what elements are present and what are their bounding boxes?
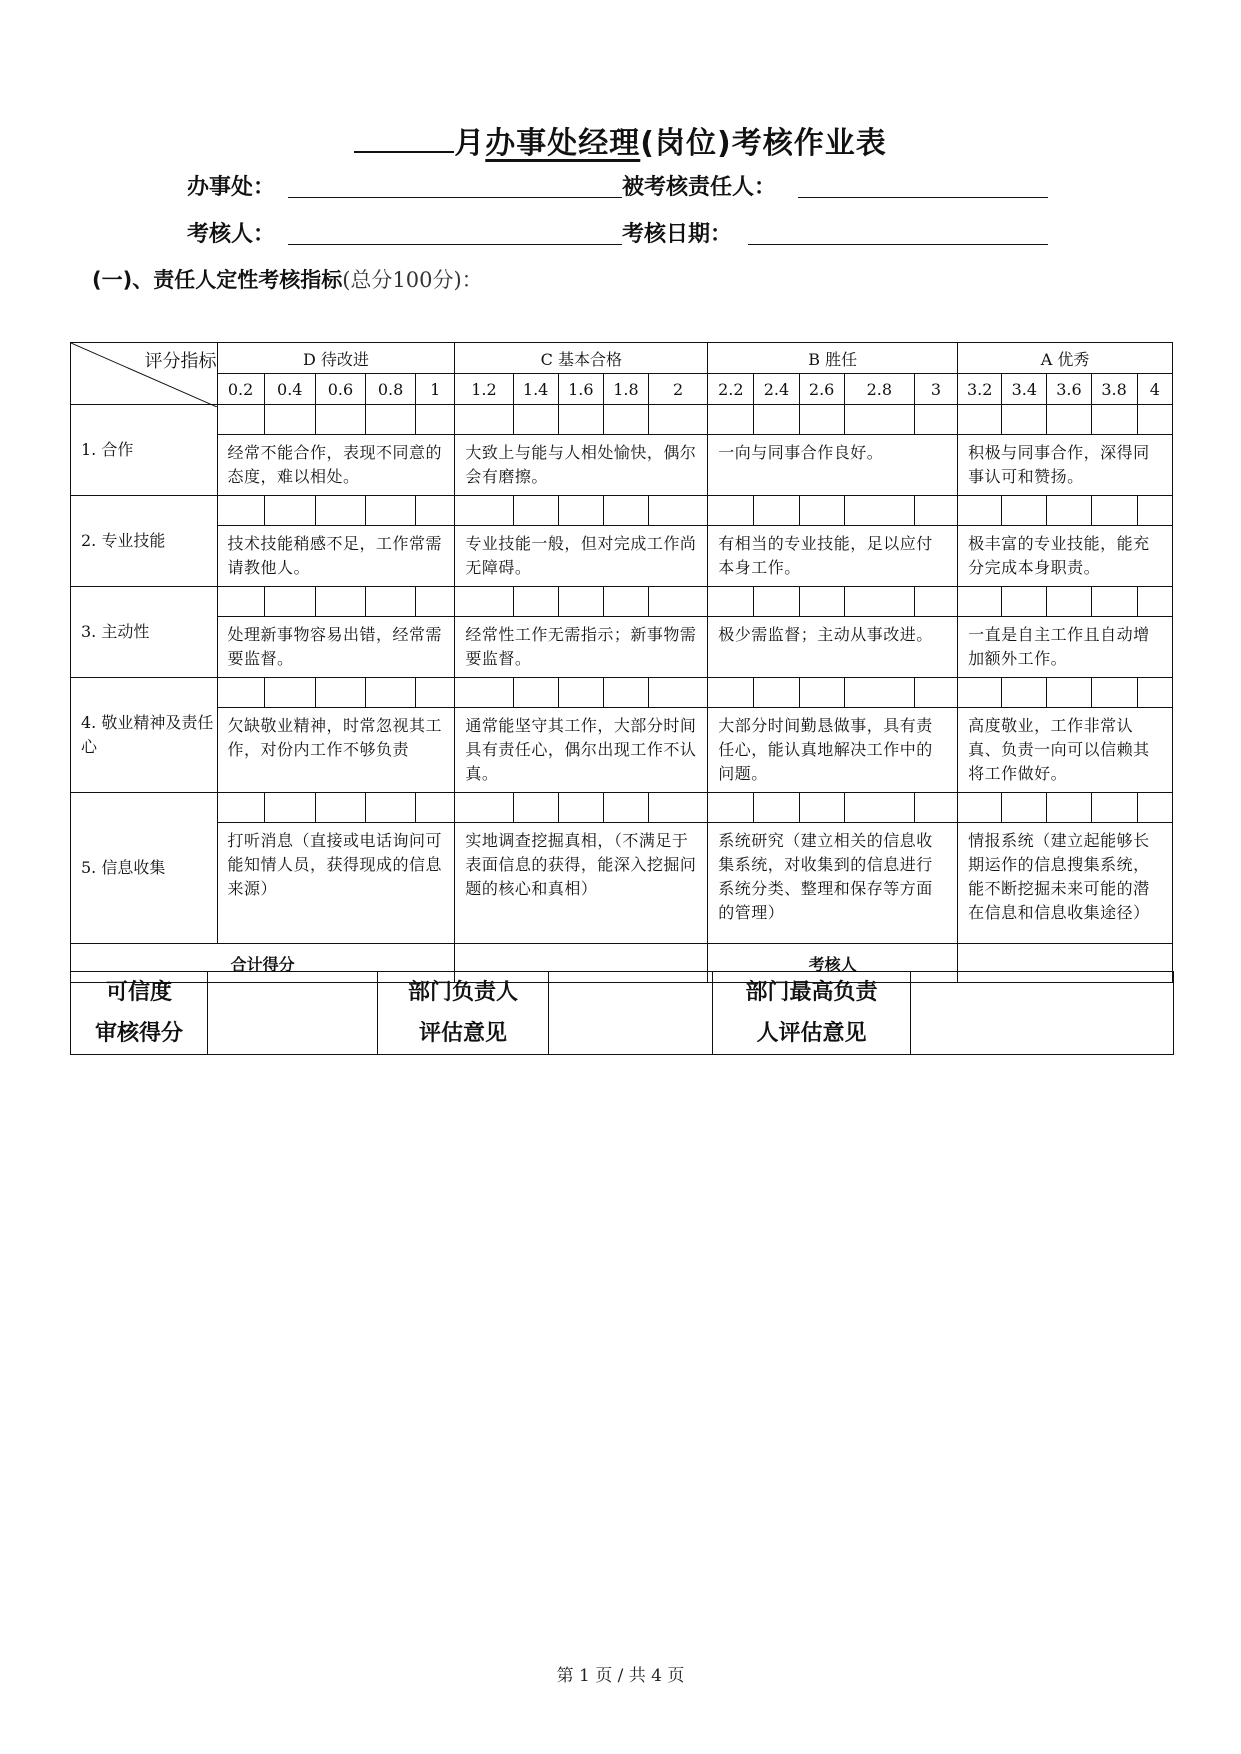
criterion-description: 处理新事物容易出错，经常需要监督。 bbox=[217, 617, 455, 678]
assessor-field[interactable] bbox=[288, 244, 622, 245]
score-box[interactable] bbox=[754, 405, 799, 435]
criterion-description: 专业技能一般，但对完成工作尚无障碍。 bbox=[455, 526, 708, 587]
grade-d: D 待改进 bbox=[217, 343, 455, 374]
score-box[interactable] bbox=[708, 587, 754, 617]
section-heading: (一)、责任人定性考核指标(总分100分)： bbox=[92, 268, 483, 292]
score-box[interactable] bbox=[315, 496, 365, 526]
credibility-value[interactable] bbox=[208, 972, 378, 1055]
score-box[interactable] bbox=[217, 678, 264, 708]
score-box[interactable] bbox=[217, 587, 264, 617]
score-box[interactable] bbox=[1002, 405, 1047, 435]
criterion-description: 一直是自主工作且自动增加额外工作。 bbox=[958, 617, 1173, 678]
criterion-description: 系统研究（建立相关的信息收集系统，对收集到的信息进行系统分类、整理和保存等方面的管理） bbox=[708, 823, 958, 944]
criterion-description: 大部分时间勤恳做事，具有责任心，能认真地解决工作中的问题。 bbox=[708, 708, 958, 793]
score-box[interactable] bbox=[1002, 678, 1047, 708]
score-box[interactable] bbox=[914, 678, 957, 708]
score-box[interactable] bbox=[416, 405, 455, 435]
criterion-description: 有相当的专业技能，足以应付本身工作。 bbox=[708, 526, 958, 587]
score-box[interactable] bbox=[558, 587, 603, 617]
score-box[interactable] bbox=[366, 405, 416, 435]
score-box[interactable] bbox=[264, 793, 315, 823]
score-box[interactable] bbox=[558, 793, 603, 823]
criterion-description: 大致上与能与人相处愉快，偶尔会有磨擦。 bbox=[455, 435, 708, 496]
score-box[interactable] bbox=[455, 678, 513, 708]
score-box[interactable] bbox=[513, 405, 558, 435]
criterion-description: 欠缺敬业精神，时常忽视其工作，对份内工作不够负责 bbox=[217, 708, 455, 793]
criterion-description: 一向与同事合作良好。 bbox=[708, 435, 958, 496]
score-box[interactable] bbox=[958, 496, 1002, 526]
score-box[interactable] bbox=[649, 587, 708, 617]
score-box[interactable] bbox=[1091, 678, 1137, 708]
score-box[interactable] bbox=[558, 496, 603, 526]
score-box[interactable] bbox=[1002, 587, 1047, 617]
score-box[interactable] bbox=[455, 496, 513, 526]
score-box[interactable] bbox=[958, 678, 1002, 708]
date-label: 考核日期： bbox=[622, 222, 733, 247]
corner-header bbox=[71, 343, 218, 405]
score-box[interactable] bbox=[1137, 405, 1172, 435]
score-cell: 0.6 bbox=[315, 374, 365, 405]
criterion-label: 1. 合作 bbox=[71, 405, 218, 496]
grade-b: B 胜任 bbox=[708, 343, 958, 374]
score-cell: 2.8 bbox=[844, 374, 914, 405]
score-box[interactable] bbox=[1137, 678, 1172, 708]
score-cell: 1.4 bbox=[513, 374, 558, 405]
grade-a: A 优秀 bbox=[958, 343, 1173, 374]
score-box[interactable] bbox=[603, 405, 648, 435]
score-box[interactable] bbox=[416, 496, 455, 526]
score-box[interactable] bbox=[513, 587, 558, 617]
score-box[interactable] bbox=[708, 793, 754, 823]
score-box[interactable] bbox=[366, 587, 416, 617]
criterion-description: 打听消息（直接或电话询问可能知情人员，获得现成的信息来源） bbox=[217, 823, 455, 944]
criterion-label: 3. 主动性 bbox=[71, 587, 218, 678]
score-box[interactable] bbox=[754, 793, 799, 823]
title-suffix: (岗位)考核作业表 bbox=[640, 126, 887, 161]
score-cell: 2.6 bbox=[799, 374, 844, 405]
score-cell: 4 bbox=[1137, 374, 1172, 405]
score-box[interactable] bbox=[844, 678, 914, 708]
score-box[interactable] bbox=[1091, 587, 1137, 617]
assessment-table bbox=[70, 342, 1173, 983]
title-month: 月 bbox=[454, 126, 486, 161]
score-box[interactable] bbox=[649, 793, 708, 823]
title-position: 办事处经理 bbox=[485, 126, 641, 161]
score-box[interactable] bbox=[1047, 405, 1091, 435]
score-box[interactable] bbox=[455, 587, 513, 617]
score-box[interactable] bbox=[1137, 793, 1172, 823]
score-box[interactable] bbox=[366, 793, 416, 823]
score-cell: 3.4 bbox=[1002, 374, 1047, 405]
score-box[interactable] bbox=[708, 496, 754, 526]
score-box[interactable] bbox=[513, 793, 558, 823]
score-box[interactable] bbox=[264, 496, 315, 526]
criterion-description: 情报系统（建立起能够长期运作的信息搜集系统，能不断挖掘未来可能的潜在信息和信息收集途径） bbox=[958, 823, 1173, 944]
score-cell: 0.4 bbox=[264, 374, 315, 405]
score-box[interactable] bbox=[558, 678, 603, 708]
score-cell: 3 bbox=[914, 374, 957, 405]
score-box[interactable] bbox=[217, 405, 264, 435]
criterion-description: 经常性工作无需指示；新事物需要监督。 bbox=[455, 617, 708, 678]
criterion-description: 经常不能合作，表现不同意的态度，难以相处。 bbox=[217, 435, 455, 496]
office-field[interactable] bbox=[288, 197, 622, 198]
credibility-label: 可信度 审核得分 bbox=[71, 972, 208, 1055]
score-cell: 3.8 bbox=[1091, 374, 1137, 405]
score-box[interactable] bbox=[315, 405, 365, 435]
score-box[interactable] bbox=[315, 587, 365, 617]
corner-label: 评分指标 bbox=[144, 351, 217, 372]
score-box[interactable] bbox=[844, 587, 914, 617]
grade-c: C 基本合格 bbox=[455, 343, 708, 374]
score-box[interactable] bbox=[799, 587, 844, 617]
score-box[interactable] bbox=[603, 496, 648, 526]
score-box[interactable] bbox=[958, 587, 1002, 617]
criterion-description: 极丰富的专业技能，能充分完成本身职责。 bbox=[958, 526, 1173, 587]
score-box[interactable] bbox=[754, 587, 799, 617]
score-box[interactable] bbox=[513, 496, 558, 526]
top-head-label: 部门最高负责 人评估意见 bbox=[713, 972, 911, 1055]
score-box[interactable] bbox=[958, 405, 1002, 435]
score-box[interactable] bbox=[315, 793, 365, 823]
score-box[interactable] bbox=[799, 405, 844, 435]
score-box[interactable] bbox=[754, 678, 799, 708]
score-cell: 0.8 bbox=[366, 374, 416, 405]
score-box[interactable] bbox=[799, 793, 844, 823]
month-blank[interactable] bbox=[354, 123, 454, 153]
criterion-description: 高度敬业，工作非常认真、负责一向可以信赖其将工作做好。 bbox=[958, 708, 1173, 793]
score-cell: 3.2 bbox=[958, 374, 1002, 405]
top-head-value[interactable] bbox=[911, 972, 1174, 1055]
score-box[interactable] bbox=[1137, 587, 1172, 617]
dept-head-label: 部门负责人 评估意见 bbox=[378, 972, 549, 1055]
criterion-description: 积极与同事合作，深得同事认可和赞扬。 bbox=[958, 435, 1173, 496]
score-cell: 0.2 bbox=[217, 374, 264, 405]
score-box[interactable] bbox=[649, 405, 708, 435]
score-box[interactable] bbox=[844, 793, 914, 823]
score-box[interactable] bbox=[1047, 678, 1091, 708]
score-box[interactable] bbox=[649, 496, 708, 526]
responsible-field[interactable] bbox=[798, 197, 1048, 198]
criterion-label: 4. 敬业精神及责任心 bbox=[71, 678, 218, 793]
dept-head-value[interactable] bbox=[549, 972, 713, 1055]
score-box[interactable] bbox=[1091, 405, 1137, 435]
table-assessor-label: 考核人 bbox=[708, 944, 958, 983]
score-box[interactable] bbox=[416, 793, 455, 823]
score-box[interactable] bbox=[914, 587, 957, 617]
assessor-label: 考核人： bbox=[187, 222, 276, 247]
score-box[interactable] bbox=[603, 678, 648, 708]
criterion-description: 极少需监督；主动从事改进。 bbox=[708, 617, 958, 678]
score-cell: 1 bbox=[416, 374, 455, 405]
score-box[interactable] bbox=[217, 496, 264, 526]
score-box[interactable] bbox=[455, 405, 513, 435]
score-box[interactable] bbox=[366, 678, 416, 708]
score-box[interactable] bbox=[264, 587, 315, 617]
score-box[interactable] bbox=[1137, 496, 1172, 526]
criterion-description: 实地调查挖掘真相，（不满足于表面信息的获得，能深入挖掘问题的核心和真相） bbox=[455, 823, 708, 944]
review-table bbox=[70, 971, 1174, 1055]
score-box[interactable] bbox=[416, 678, 455, 708]
score-box[interactable] bbox=[754, 496, 799, 526]
office-label: 办事处： bbox=[187, 175, 276, 200]
score-box[interactable] bbox=[366, 496, 416, 526]
score-cell: 2 bbox=[649, 374, 708, 405]
score-box[interactable] bbox=[1091, 793, 1137, 823]
score-box[interactable] bbox=[649, 678, 708, 708]
score-cell: 3.6 bbox=[1047, 374, 1091, 405]
criterion-description: 通常能坚守其工作，大部分时间具有责任心，偶尔出现工作不认真。 bbox=[455, 708, 708, 793]
score-cell: 1.2 bbox=[455, 374, 513, 405]
score-box[interactable] bbox=[1047, 793, 1091, 823]
score-box[interactable] bbox=[1002, 793, 1047, 823]
score-box[interactable] bbox=[799, 678, 844, 708]
score-box[interactable] bbox=[914, 496, 957, 526]
score-box[interactable] bbox=[958, 793, 1002, 823]
page-footer: 第 1 页 / 共 4 页 bbox=[556, 1666, 685, 1686]
score-box[interactable] bbox=[217, 793, 264, 823]
score-box[interactable] bbox=[558, 405, 603, 435]
score-box[interactable] bbox=[1047, 496, 1091, 526]
score-box[interactable] bbox=[416, 587, 455, 617]
score-box[interactable] bbox=[844, 405, 914, 435]
score-cell: 1.8 bbox=[603, 374, 648, 405]
score-box[interactable] bbox=[315, 678, 365, 708]
page-title bbox=[0, 118, 1241, 162]
score-box[interactable] bbox=[1091, 496, 1137, 526]
score-box[interactable] bbox=[708, 678, 754, 708]
score-box[interactable] bbox=[264, 405, 315, 435]
score-box[interactable] bbox=[914, 405, 957, 435]
score-box[interactable] bbox=[603, 793, 648, 823]
score-box[interactable] bbox=[1047, 587, 1091, 617]
total-score-label: 合计得分 bbox=[71, 944, 455, 983]
score-cell: 1.6 bbox=[558, 374, 603, 405]
score-box[interactable] bbox=[844, 496, 914, 526]
score-box[interactable] bbox=[799, 496, 844, 526]
score-box[interactable] bbox=[1002, 496, 1047, 526]
score-cell: 2.4 bbox=[754, 374, 799, 405]
criteria-rows bbox=[71, 405, 1173, 944]
score-cell: 2.2 bbox=[708, 374, 754, 405]
score-box[interactable] bbox=[264, 678, 315, 708]
criterion-label: 2. 专业技能 bbox=[71, 496, 218, 587]
score-box[interactable] bbox=[455, 793, 513, 823]
score-box[interactable] bbox=[603, 587, 648, 617]
date-field[interactable] bbox=[748, 244, 1048, 245]
score-box[interactable] bbox=[708, 405, 754, 435]
score-box[interactable] bbox=[914, 793, 957, 823]
responsible-label: 被考核责任人： bbox=[622, 175, 777, 200]
score-box[interactable] bbox=[513, 678, 558, 708]
criterion-label: 5. 信息收集 bbox=[71, 793, 218, 944]
criterion-description: 技术技能稍感不足，工作常需请教他人。 bbox=[217, 526, 455, 587]
